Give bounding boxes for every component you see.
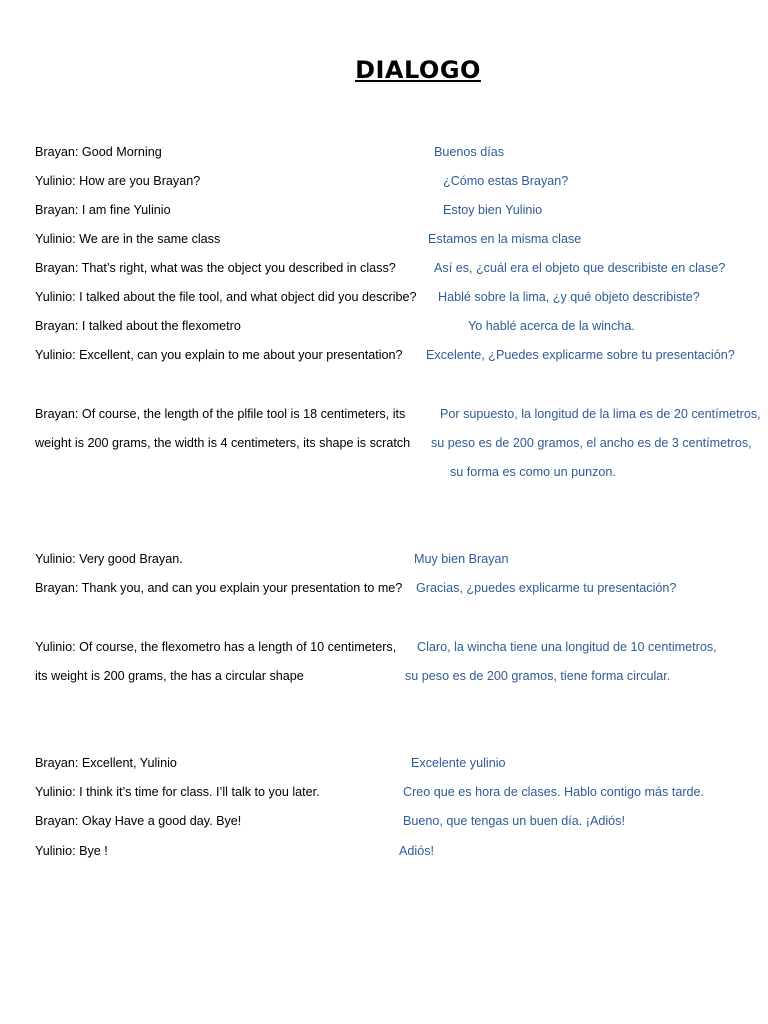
dialogue-line-spanish: ¿Cómo estas Brayan? — [443, 174, 569, 188]
dialogue-line-spanish: Así es, ¿cuál era el objeto que describiste en clase? — [434, 261, 726, 275]
dialogue-line-english: Brayan: Thank you, and can you explain your presentation to me? — [35, 581, 403, 595]
dialogue-line-spanish: Excelente, ¿Puedes explicarme sobre tu presentación? — [426, 348, 735, 362]
dialogue-line-spanish: su peso es de 200 gramos, tiene forma circular. — [405, 669, 671, 683]
dialogue-line-english: Yulinio: I talked about the file tool, and what object did you describe? — [35, 290, 417, 304]
dialogue-line-english: Brayan: Okay Have a good day. Bye! — [35, 814, 242, 828]
dialogue-line-english: Yulinio: We are in the same class — [35, 232, 221, 246]
dialogue-line-english: Brayan: Excellent, Yulinio — [35, 756, 177, 770]
dialogue-line-english: Brayan: I am fine Yulinio — [35, 203, 171, 217]
dialogue-line-english: weight is 200 grams, the width is 4 centimeters, its shape is scratch — [35, 436, 411, 450]
dialogue-line-english: Brayan: I talked about the flexometro — [35, 319, 241, 333]
dialogue-line-spanish: Gracias, ¿puedes explicarme tu presentación? — [416, 581, 677, 595]
dialogue-line-english: Yulinio: Of course, the flexometro has a length of 10 centimeters, — [35, 640, 397, 654]
dialogue-line-english: Yulinio: Excellent, can you explain to me about your presentation? — [35, 348, 403, 362]
dialogue-line-spanish: Claro, la wincha tiene una longitud de 10 centimetros, — [417, 640, 717, 654]
dialogue-line-spanish: Creo que es hora de clases. Hablo contigo más tarde. — [403, 785, 705, 799]
dialogue-line-spanish: Adiós! — [399, 844, 435, 858]
dialogue-line-spanish: Buenos días — [434, 145, 505, 159]
dialogue-line-english: Brayan: Of course, the length of the plfile tool is 18 centimeters, its — [35, 407, 406, 421]
dialogue-line-english: its weight is 200 grams, the has a circular shape — [35, 669, 304, 683]
document-title: DIALOGO — [355, 56, 481, 84]
dialogue-line-spanish: su peso es de 200 gramos, el ancho es de 3 centímetros, — [431, 436, 752, 450]
dialogue-line-spanish: Estamos en la misma clase — [428, 232, 582, 246]
dialogue-line-english: Brayan: Good Morning — [35, 145, 162, 159]
dialogue-line-spanish: Muy bien Brayan — [414, 552, 509, 566]
dialogue-line-spanish: Hablé sobre la lima, ¿y qué objeto describiste? — [438, 290, 700, 304]
dialogue-line-spanish: Excelente yulinio — [411, 756, 506, 770]
dialogue-line-english: Yulinio: Bye ! — [35, 844, 108, 858]
dialogue-line-english: Yulinio: Very good Brayan. — [35, 552, 183, 566]
dialogue-line-spanish: Por supuesto, la longitud de la lima es de 20 centímetros, — [440, 407, 761, 421]
dialogue-line-english: Brayan: That’s right, what was the object you described in class? — [35, 261, 396, 275]
dialogue-line-spanish: Yo hablé acerca de la wincha. — [468, 319, 635, 333]
dialogue-line-english: Yulinio: How are you Brayan? — [35, 174, 201, 188]
dialogue-line-spanish: Estoy bien Yulinio — [443, 203, 543, 217]
dialogue-line-spanish: Bueno, que tengas un buen día. ¡Adiós! — [403, 814, 625, 828]
dialogue-line-english: Yulinio: I think it’s time for class. I’ll talk to you later. — [35, 785, 320, 799]
dialogue-line-spanish: su forma es como un punzon. — [450, 465, 616, 479]
